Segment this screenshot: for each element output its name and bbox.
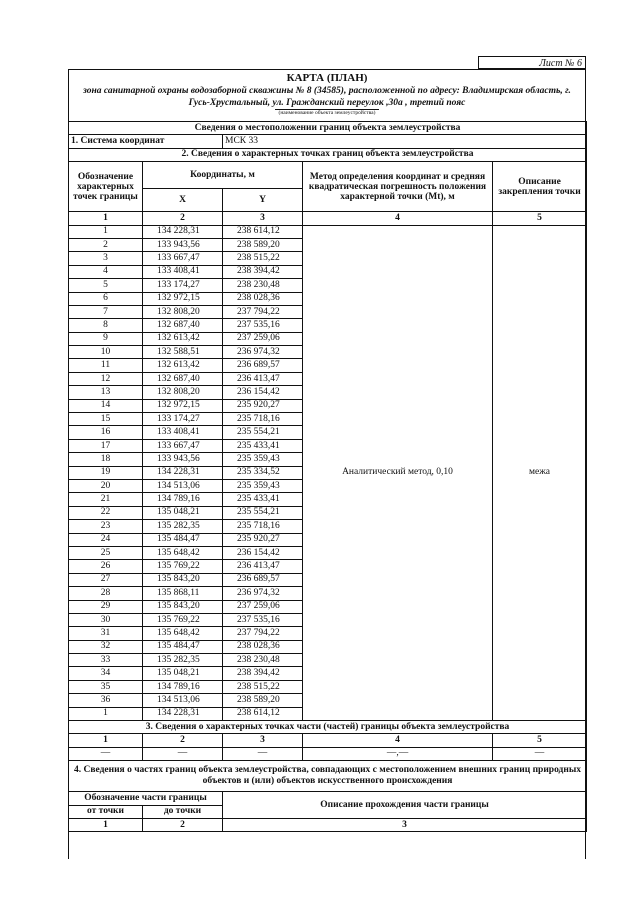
point-number: 19 [69,466,143,479]
point-number: 32 [69,640,143,653]
x-coordinate: 135 484,47 [143,533,223,546]
point-number: 27 [69,573,143,586]
x-coordinate: 132 808,20 [143,386,223,399]
dash-cell: — [143,747,223,760]
point-number: 17 [69,439,143,452]
y-coordinate: 237 794,22 [223,627,303,640]
y-coordinate: 236 689,57 [223,573,303,586]
x-coordinate: 135 282,35 [143,654,223,667]
col-numbers-row [69,212,587,225]
y-coordinate: 238 614,12 [223,225,303,238]
y-coordinate: 235 334,52 [223,466,303,479]
point-number: 3 [69,252,143,265]
x-coordinate: 134 513,06 [143,479,223,492]
y-coordinate: 238 230,48 [223,654,303,667]
col-x-header: X [143,189,223,212]
y-coordinate: 238 614,12 [223,707,303,720]
point-number: 15 [69,413,143,426]
x-coordinate: 134 228,31 [143,225,223,238]
y-coordinate: 236 974,32 [223,346,303,359]
dash-cell: — [223,747,303,760]
x-coordinate: 132 613,42 [143,359,223,372]
y-coordinate: 237 794,22 [223,305,303,318]
section-title: Сведения о местоположении границ объекта землеустройства [69,122,587,135]
y-coordinate: 237 259,06 [223,600,303,613]
x-coordinate: 134 228,31 [143,707,223,720]
x-coordinate: 133 943,56 [143,238,223,251]
subtitle-note: (наименование объекта землеустройства) [69,110,585,116]
col-num: 3 [223,212,303,225]
x-coordinate: 135 648,42 [143,546,223,559]
point-number: 22 [69,506,143,519]
point-number: 18 [69,453,143,466]
x-coordinate: 135 868,11 [143,587,223,600]
document-subtitle: зона санитарной охраны водозаборной скважины № 8 (34585), расположенной по адресу: Владимирская область, г. Гусь-Хрустальный, ул. Гражданский переулок ,30а , третий пояс [83,86,571,108]
section4-to: до точки [143,805,223,818]
point-number: 1 [69,225,143,238]
y-coordinate: 236 689,57 [223,359,303,372]
col-num: 5 [493,212,587,225]
boundary-table-body [69,122,587,832]
col-num: 2 [143,212,223,225]
x-coordinate: 133 943,56 [143,453,223,466]
y-coordinate: 236 154,42 [223,546,303,559]
x-coordinate: 135 048,21 [143,506,223,519]
point-number: 8 [69,319,143,332]
point-number: 26 [69,560,143,573]
x-coordinate: 135 048,21 [143,667,223,680]
x-coordinate: 134 789,16 [143,493,223,506]
y-coordinate: 238 028,36 [223,640,303,653]
sheet-number-box [478,56,586,69]
point-number: 34 [69,667,143,680]
col-num: 2 [143,818,223,831]
x-coordinate: 135 484,47 [143,640,223,653]
y-coordinate: 235 718,16 [223,520,303,533]
x-coordinate: 135 843,20 [143,600,223,613]
col-desc-header: Описание закрепления точки [493,162,587,212]
x-coordinate: 134 228,31 [143,466,223,479]
y-coordinate: 235 920,27 [223,399,303,412]
point-number: 7 [69,305,143,318]
col-num: 4 [303,212,493,225]
y-coordinate: 235 359,43 [223,479,303,492]
coord-system-row [69,135,587,148]
y-coordinate: 236 413,47 [223,560,303,573]
section-title-row [69,122,587,135]
x-coordinate: 134 789,16 [143,680,223,693]
y-coordinate: 235 359,43 [223,453,303,466]
point-number: 35 [69,680,143,693]
section3-title: 3. Сведения о характерных точках части (частей) границы объекта землеустройства [69,721,587,734]
point-number: 20 [69,479,143,492]
sheet-number: Лист № 6 [539,58,582,69]
y-coordinate: 238 589,20 [223,694,303,707]
point-number: 25 [69,546,143,559]
point-number: 5 [69,279,143,292]
y-coordinate: 235 433,41 [223,439,303,452]
x-coordinate: 135 769,22 [143,613,223,626]
col-num: 3 [223,734,303,747]
x-coordinate: 133 408,41 [143,265,223,278]
x-coordinate: 135 282,35 [143,520,223,533]
point-number: 29 [69,600,143,613]
col-num: 1 [69,212,143,225]
point-number: 23 [69,520,143,533]
dash-cell: — [493,747,587,760]
x-coordinate: 133 174,27 [143,279,223,292]
point-number: 13 [69,386,143,399]
y-coordinate: 235 718,16 [223,413,303,426]
y-coordinate: 238 394,42 [223,265,303,278]
y-coordinate: 235 554,21 [223,426,303,439]
section4-title: 4. Сведения о частях границ объекта землеустройства, совпадающих с местоположением внешних границ природных объектов и (или) объектов искусственного происхождения [69,761,587,792]
col-num: 1 [69,818,143,831]
section4-header-row [69,792,587,805]
section4-from: от точки [69,805,143,818]
y-coordinate: 235 433,41 [223,493,303,506]
y-coordinate: 236 154,42 [223,386,303,399]
table-row [69,225,587,238]
dash-cell: —,— [303,747,493,760]
col-num: 5 [493,734,587,747]
point-number: 24 [69,533,143,546]
point-number: 2 [69,238,143,251]
y-coordinate: 238 589,20 [223,238,303,251]
boundary-table [68,121,587,832]
desc-value: межа [493,225,587,720]
col-coords-header: Координаты, м [143,162,303,189]
point-number: 10 [69,346,143,359]
y-coordinate: 238 028,36 [223,292,303,305]
point-number: 16 [69,426,143,439]
x-coordinate: 133 174,27 [143,413,223,426]
point-number: 12 [69,372,143,385]
coord-system-value: МСК 33 [223,135,587,148]
point-number: 36 [69,694,143,707]
section3-numbers-row [69,734,587,747]
x-coordinate: 132 687,40 [143,319,223,332]
x-coordinate: 132 588,51 [143,346,223,359]
x-coordinate: 133 408,41 [143,426,223,439]
x-coordinate: 135 843,20 [143,573,223,586]
x-coordinate: 135 769,22 [143,560,223,573]
y-coordinate: 238 230,48 [223,279,303,292]
col-y-header: Y [223,189,303,212]
col-num: 1 [69,734,143,747]
y-coordinate: 238 515,22 [223,252,303,265]
section3-dash-row [69,747,587,760]
point-number: 31 [69,627,143,640]
section2-title-row [69,148,587,161]
point-number: 28 [69,587,143,600]
point-number: 4 [69,265,143,278]
section4-col-part: Обозначение части границы [69,792,223,805]
header-row-1 [69,162,587,189]
point-number: 9 [69,332,143,345]
x-coordinate: 132 808,20 [143,305,223,318]
point-number: 6 [69,292,143,305]
y-coordinate: 238 394,42 [223,667,303,680]
document-title: КАРТА (ПЛАН) [286,72,368,84]
x-coordinate: 133 667,47 [143,439,223,452]
point-number: 1 [69,707,143,720]
point-number: 30 [69,613,143,626]
x-coordinate: 134 513,06 [143,694,223,707]
point-number: 33 [69,654,143,667]
y-coordinate: 237 535,16 [223,319,303,332]
section3-title-row [69,721,587,734]
section2-title: 2. Сведения о характерных точках границ объекта землеустройства [69,148,587,161]
y-coordinate: 235 920,27 [223,533,303,546]
y-coordinate: 236 413,47 [223,372,303,385]
y-coordinate: 238 515,22 [223,680,303,693]
y-coordinate: 236 974,32 [223,587,303,600]
section4-numbers-row [69,818,587,831]
x-coordinate: 132 972,15 [143,399,223,412]
x-coordinate: 132 972,15 [143,292,223,305]
x-coordinate: 135 648,42 [143,627,223,640]
col-method-header: Метод определения координат и средняя квадратическая погрешность положения характерной точки (Mt), м [303,162,493,212]
col-num: 4 [303,734,493,747]
y-coordinate: 235 554,21 [223,506,303,519]
dash-cell: — [69,747,143,760]
point-number: 11 [69,359,143,372]
coord-system-label: 1. Система координат [69,135,223,148]
col-num: 2 [143,734,223,747]
section4-col-desc: Описание прохождения части границы [223,792,587,819]
section4-title-row [69,761,587,792]
x-coordinate: 133 667,47 [143,252,223,265]
point-number: 21 [69,493,143,506]
y-coordinate: 237 535,16 [223,613,303,626]
x-coordinate: 132 687,40 [143,372,223,385]
y-coordinate: 237 259,06 [223,332,303,345]
col-point-header: Обозначение характерных точек границы [69,162,143,212]
point-number: 14 [69,399,143,412]
col-num: 3 [223,818,587,831]
method-value: Аналитический метод, 0,10 [303,225,493,720]
x-coordinate: 132 613,42 [143,332,223,345]
